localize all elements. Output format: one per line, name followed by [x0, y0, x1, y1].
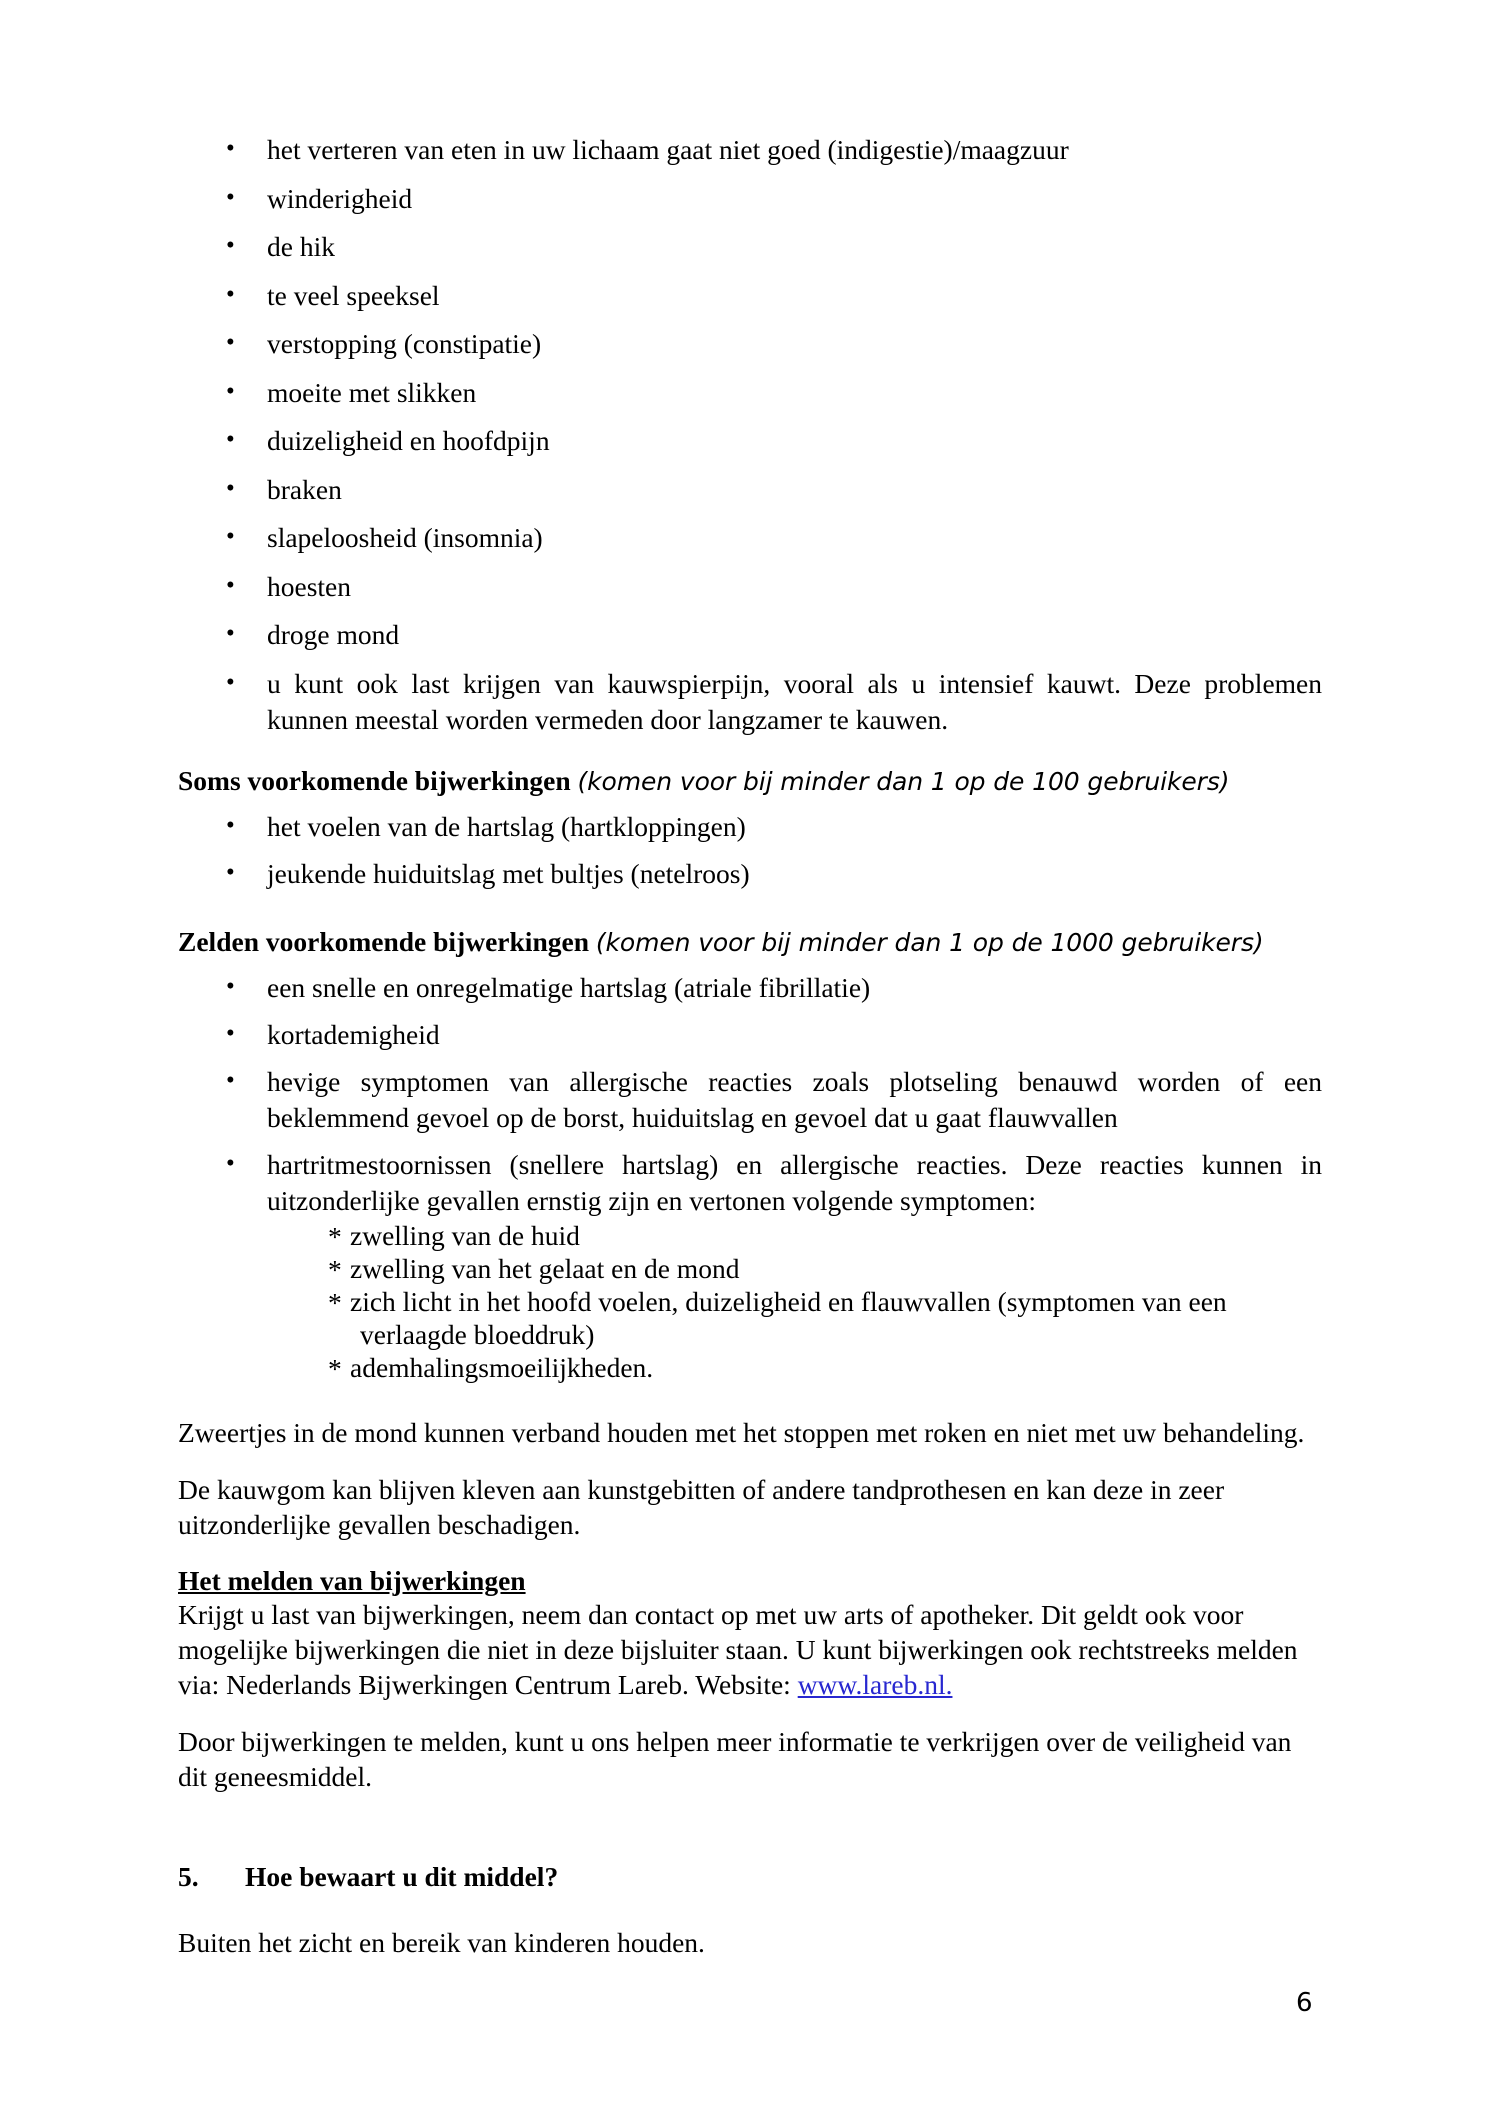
symptom-text: zwelling van de huid — [350, 1219, 580, 1251]
rare-side-effects-list — [178, 970, 1322, 1219]
reporting-side-effects-paragraph — [178, 1597, 1322, 1702]
section-5-heading — [178, 1860, 1322, 1894]
severe-reaction-symptoms-list — [178, 1219, 1322, 1384]
list-item: • een snelle en onregelmatige hartslag (atriale fibrillatie) — [178, 970, 1322, 1006]
list-item — [328, 1351, 1322, 1384]
list-item: • winderigheid — [178, 181, 1322, 217]
reporting-closing-paragraph: Door bijwerkingen te melden, kunt u ons helpen meer informatie te verkrijgen over de veiligheid van dit geneesmiddel. — [178, 1725, 1292, 1792]
list-item — [328, 1219, 1322, 1252]
list-item: • jeukende huiduitslag met bultjes (netelroos) — [178, 856, 1322, 892]
list-item: • hevige symptomen van allergische reacties zoals plotseling benauwd worden of een beklemmend gevoel op de borst, huiduitslag en gevoel dat u gaat flauwvallen — [178, 1064, 1322, 1136]
reporting-body-text: Krijgt u last van bijwerkingen, neem dan contact op met uw arts of apotheker. Dit geldt ook voor mogelijke bijwerkingen die niet in deze bijsluiter staan. U kunt bijwerkingen ook rechtstreeks melden via: Nederlands Bijwerkingen Centrum Lareb. Website: — [178, 1598, 1298, 1700]
list-item: • u kunt ook last krijgen van kauwspierpijn, vooral als u intensief kauwt. Deze problemen kunnen meestal worden vermeden door langzamer te kauwen. — [178, 666, 1322, 738]
list-item: • duizeligheid en hoofdpijn — [178, 423, 1322, 459]
section-number: 5. — [178, 1860, 199, 1892]
list-item: • hartritmestoornissen (snellere hartslag) en allergische reacties. Deze reacties kunnen in uitzonderlijke gevallen ernstig zijn en vertonen volgende symptomen: — [178, 1147, 1322, 1219]
heading-frequency-note: (komen voor bij minder dan 1 op de 1000 gebruikers) — [595, 927, 1264, 957]
list-item: • het verteren van eten in uw lichaam gaat niet goed (indigestie)/maagzuur — [178, 132, 1322, 168]
list-item: • verstopping (constipatie) — [178, 326, 1322, 362]
sometimes-side-effects-heading — [178, 764, 1322, 799]
chewing-gum-paragraph: De kauwgom kan blijven kleven aan kunstgebitten of andere tandprothesen en kan deze in zeer uitzonderlijke gevallen beschadigen. — [178, 1473, 1225, 1540]
list-item: • kortademigheid — [178, 1017, 1322, 1053]
heading-frequency-note: (komen voor bij minder dan 1 op de 100 gebruikers) — [577, 766, 1230, 796]
list-item — [328, 1252, 1322, 1285]
section-title: Hoe bewaart u dit middel? — [245, 1860, 559, 1892]
rare-side-effects-heading — [178, 925, 1322, 960]
page-number: 6 — [1296, 1988, 1313, 2018]
list-item: • te veel speeksel — [178, 278, 1322, 314]
symptom-text: zwelling van het gelaat en de mond — [350, 1252, 740, 1284]
list-item: • braken — [178, 472, 1322, 508]
heading-bold-text: Soms voorkomende bijwerkingen — [178, 764, 571, 796]
symptom-text: zich licht in het hoofd voelen, duizeligheid en flauwvallen (symptomen van een — [350, 1285, 1227, 1317]
list-item: • de hik — [178, 229, 1322, 265]
lareb-website-link[interactable]: www.lareb.nl. — [797, 1668, 953, 1700]
symptom-text-continuation: verlaagde bloeddruk) — [360, 1318, 595, 1350]
list-item: • het voelen van de hartslag (hartkloppingen) — [178, 809, 1322, 845]
symptom-text: ademhalingsmoeilijkheden. — [350, 1351, 654, 1383]
document-body — [178, 132, 1322, 1960]
sometimes-side-effects-list — [178, 809, 1322, 892]
list-item: • hoesten — [178, 569, 1322, 605]
heading-bold-text: Zelden voorkomende bijwerkingen — [178, 925, 589, 957]
list-item: • droge mond — [178, 617, 1322, 653]
list-item — [328, 1285, 1322, 1351]
common-side-effects-list — [178, 132, 1322, 738]
reporting-side-effects-heading: Het melden van bijwerkingen — [178, 1564, 526, 1596]
list-item: • slapeloosheid (insomnia) — [178, 520, 1322, 556]
mouth-ulcers-paragraph: Zweertjes in de mond kunnen verband houden met het stoppen met roken en niet met uw behandeling. — [178, 1416, 1305, 1448]
section-5-body: Buiten het zicht en bereik van kinderen houden. — [178, 1926, 705, 1958]
list-item: • moeite met slikken — [178, 375, 1322, 411]
